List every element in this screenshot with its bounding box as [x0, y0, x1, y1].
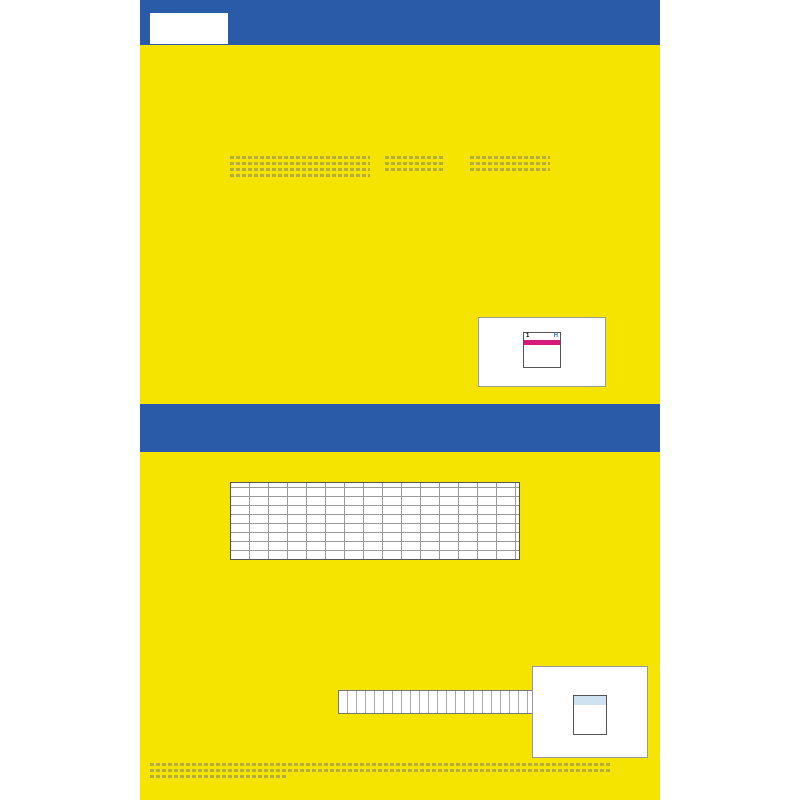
section-band: [140, 404, 660, 452]
key-box: [478, 317, 606, 387]
capture-note: [470, 153, 550, 171]
logo-placeholder: [150, 13, 228, 44]
periodic-table-poster: [140, 0, 660, 800]
isotopes-table: [230, 50, 650, 160]
properties-key-sample: [573, 695, 607, 735]
particles-note: [385, 153, 445, 171]
header-band: [140, 0, 660, 45]
subatomic-table: [230, 482, 520, 560]
table-note: [230, 153, 370, 177]
key-sample-element: 1 H: [523, 332, 561, 368]
properties-key-box: [532, 666, 648, 758]
notes: [150, 760, 610, 778]
